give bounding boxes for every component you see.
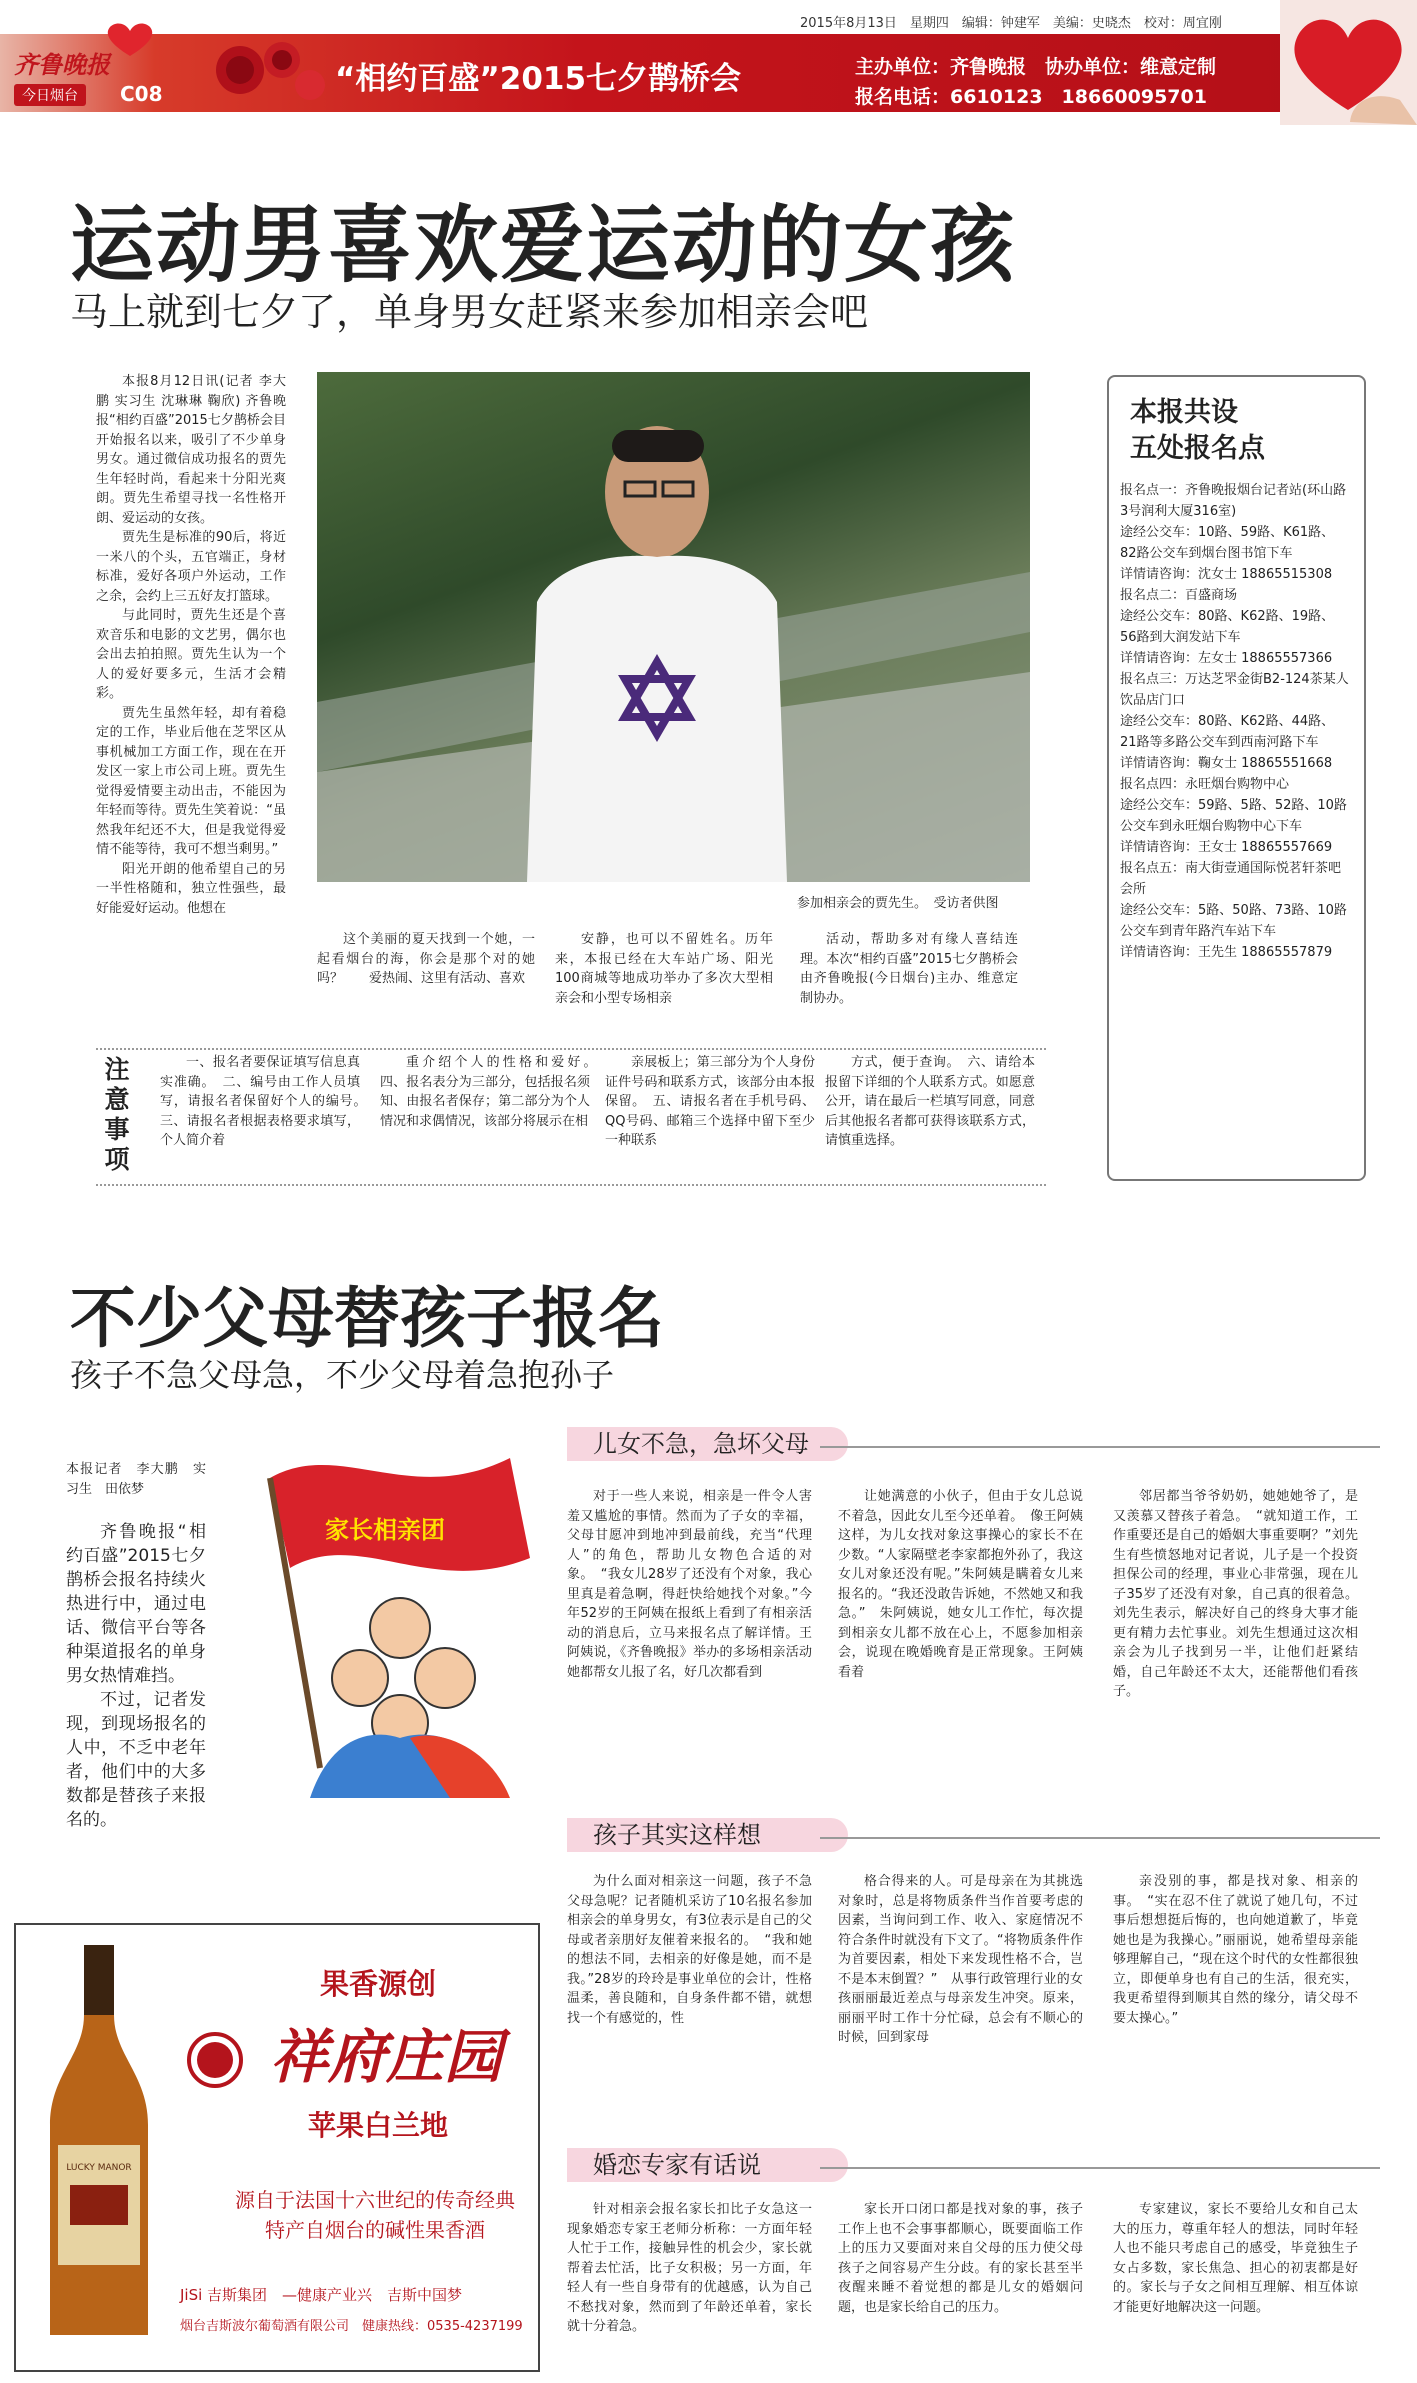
article1-subhead: 马上就到七夕了，单身男女赶紧来参加相亲会吧: [70, 290, 869, 334]
article1-column4: [800, 930, 1018, 1008]
section-divider: [820, 1837, 1380, 1839]
article1-column3: [555, 930, 773, 1008]
signup-item: 报名点五：南大街壹通国际悦茗轩茶吧会所: [1120, 861, 1342, 897]
paragraph: 格合得来的人。可是母亲在为其挑选对象时，总是将物质条件当作首要考虑的因素，当询问到工作、收入、家庭情况不符合条件时就没有下文了。“将物质条件作为首要因素，相处下来发现性格不合，岂不是本末倒置？” 从事行政管理行业的女孩丽丽最近差点与母亲发生冲突。原来，丽丽平时工作十分忙碌，总会有不顺心的时候，回到家母: [838, 1874, 1083, 2045]
ad-slogan-line: 源自于法国十六世纪的传奇经典: [235, 2188, 515, 2212]
signup-item: 途经公交车：5路、50路、73路、10路公交车到青年路汽车站下车: [1120, 903, 1347, 939]
notice-column2: [380, 1053, 604, 1131]
signup-title: [1130, 395, 1265, 467]
signup-item: 详情请咨询：王先生 18865557879: [1120, 945, 1333, 960]
brand-seal-icon: [180, 2030, 260, 2090]
contact-line: 报名电话：6610123 18660095701: [855, 86, 1207, 108]
ad-product: 苹果白兰地: [308, 2109, 449, 2142]
section3-column2: [838, 2200, 1083, 2317]
portrait-illustration: [317, 372, 1030, 882]
article1-column1: [96, 372, 286, 918]
paragraph: 阳光开朗的他希望自己的另一半性格随和，独立性强些，最好能爱好运动。他想在: [96, 861, 286, 916]
signup-item: 途经公交车：80路、K62路、44路、21路等多路公交车到西南河路下车: [1120, 714, 1335, 750]
section1-column1: [567, 1487, 812, 1682]
section3-column3: [1113, 2200, 1358, 2317]
signup-item: 详情请咨询：沈女士 18865515308: [1120, 567, 1333, 582]
paragraph: 亲展板上；第三部分为个人身份证件号码和联系方式，该部分由本报保留。 五、请报名者在手机号码、QQ号码、邮箱三个选择中留下至少一种联系: [605, 1055, 815, 1148]
notice-label: 注意事项: [104, 1055, 130, 1174]
paragraph: 亲没别的事，都是找对象、相亲的事。 “实在忍不住了就说了她几句，不过事后想想挺后悔的，也向她道歉了，毕竟她也是为我操心。”丽丽说，她希望母亲能够理解自己，“现在这个时代的女性都很独立，即便单身也有自己的生活，很充实，我更希望得到顺其自然的缘分，请父母不要太操心。”: [1113, 1874, 1358, 2026]
paragraph: 贾先生是标准的90后，将近一米八的个头，五官端正，身材标准，爱好各项户外运动，工作之余，会约上三五好友打篮球。: [96, 530, 286, 604]
sponsor-line: 主办单位：齐鲁晚报 协办单位：维意定制: [855, 56, 1217, 78]
paragraph: 重介绍个人的性格和爱好。 四、报名表分为三部分，包括报名须知、由报名者保存；第二部分为个人情况和求偶情况，该部分将展示在相: [380, 1055, 604, 1129]
paragraph: 对于一些人来说，相亲是一件令人害羞又尴尬的事情。然而为了子女的幸福，父母甘愿冲到地冲到最前线，充当“代理人”的角色，帮助儿女物色合适的对象。 “我女儿28岁了还没有个对象，我心里真是着急啊，得赶快给她找个对象。”今年52岁的王阿姨在报纸上看到了有相亲活动的消息后，立马来报名点了解详情。王阿姨说，《齐鲁晚报》举办的多场相亲活动她都帮女儿报了名，好几次都看到: [567, 1489, 812, 1680]
signup-item: 报名点一：齐鲁晚报烟台记者站(环山路3号润利大厦316室): [1120, 483, 1347, 519]
article1-column2: [317, 930, 535, 989]
paragraph: 本报8月12日讯(记者 李大鹏 实习生 沈琳琳 鞠欣) 齐鲁晚报“相约百盛”2015七夕鹊桥会目开始报名以来，吸引了不少单身男女。通过微信成功报名的贾先生年轻时尚，看起来十分阳光爽朗。贾先生希望寻找一名性格开朗、爱运动的女孩。: [96, 374, 286, 526]
paragraph: 与此同时，贾先生还是个喜欢音乐和电影的文艺男，偶尔也会出去拍拍照。贾先生认为一个人的爱好要多元，生活才会精彩。: [96, 608, 286, 701]
paragraph: 活动，帮助多对有缘人喜结连理。本次“相约百盛”2015七夕鹊桥会由齐鲁晚报(今日烟台)主办、维意定制协办。: [800, 932, 1018, 1006]
edition-tag: 今日烟台: [14, 84, 86, 106]
section-divider: [820, 1446, 1380, 1448]
article2-intro: [66, 1520, 206, 1832]
signup-list: [1120, 480, 1350, 963]
article1-photo: [317, 372, 1030, 882]
paragraph: 贾先生虽然年轻，却有着稳定的工作，毕业后他在芝罘区从事机械加工方面工作，现在在开发区一家上市公司上班。贾先生觉得爱情要主动出击，不能因为年轻而等待。贾先生笑着说：“虽然我年纪还不大，但是我觉得爱情不能等待，我可不想当剩男。”: [96, 705, 286, 857]
paragraph: 专家建议，家长不要给儿女和自己太大的压力，尊重年轻人的想法，同时年轻人也不能只考虑自己的感受，毕竟独生子女占多数，家长焦急、担心的初衷都是好的。家长与子女之间相互理解、相互体谅才能更好地解决这一问题。: [1113, 2202, 1358, 2315]
rose-icon: [210, 30, 330, 110]
paragraph: 齐鲁晚报“相约百盛”2015七夕鹊桥会报名持续火热进行中，通过电话、微信平台等各种渠道报名的单身男女热情难挡。: [66, 1522, 206, 1686]
signup-item: 详情请咨询：鞠女士 18865551668: [1120, 756, 1333, 771]
signup-title-line: 五处报名点: [1130, 433, 1265, 464]
paragraph: 这个美丽的夏天找到一个她，一起看烟台的海，你会是那个对的她吗？ 爱热闹、这里有活动、喜欢: [317, 932, 535, 986]
ad-slogan-line: 特产自烟台的碱性果香酒: [265, 2218, 485, 2242]
ad-company: 烟台吉斯波尔葡萄酒有限公司 健康热线：0535-4237199: [180, 2319, 523, 2334]
section3-column1: [567, 2200, 812, 2337]
section2-column2: [838, 1872, 1083, 2048]
ad-slogan: [225, 2185, 525, 2245]
paragraph: 家长开口闭口都是找对象的事，孩子工作上也不会事事都顺心，既要面临工作上的压力又要面对来自父母的压力使父母孩子之间容易产生分歧。有的家长甚至半夜醒来睡不着觉想的都是儿女的婚姻问题，也是家长给自己的压力。: [838, 2202, 1083, 2315]
cartoon-flag-text: 家长相亲团: [325, 1516, 445, 1544]
heart-icon: [1280, 0, 1417, 125]
issue-meta: 2015年8月13日 星期四 编辑：钟建军 美编：史晓杰 校对：周宜刚: [800, 16, 1222, 31]
article1-headline: 运动男喜欢爱运动的女孩: [70, 196, 1017, 294]
section-divider: [820, 2167, 1380, 2169]
newspaper-logo: 齐鲁晚报: [14, 50, 110, 79]
signup-item: 详情请咨询：左女士 18865557366: [1120, 651, 1333, 666]
paragraph: 不过，记者发现，到现场报名的人中，不乏中老年者，他们中的大多数都是替孩子来报名的。: [66, 1690, 206, 1830]
signup-item: 途经公交车：80路、K62路、19路、56路到大润发站下车: [1120, 609, 1335, 645]
notice-column3: [605, 1053, 815, 1151]
event-title: “相约百盛”2015七夕鹊桥会: [335, 61, 742, 97]
signup-item: 报名点三：万达芝罘金街B2-124茶某人饮品店门口: [1120, 672, 1349, 708]
bottle-label-text: LUCKY MANOR: [66, 2163, 132, 2173]
paragraph: 一、报名者要保证填写信息真实准确。 二、编号由工作人员填写，请报名者保留好个人的编号。 三、请报名者根据表格要求填写，个人简介着: [160, 1055, 374, 1148]
article2-headline: 不少父母替孩子报名: [70, 1280, 664, 1357]
brandy-bottle-icon: [40, 1945, 158, 2345]
section2-column3: [1113, 1872, 1358, 2028]
parents-cartoon: [250, 1438, 550, 1798]
section1-column2: [838, 1487, 1083, 1682]
page-code: C08: [120, 82, 163, 106]
paragraph: 方式，便于查询。 六、请给本报留下详细的个人联系方式。如愿意公开，请在最后一栏填写同意，同意后其他报名者都可获得该联系方式，请慎重选择。: [825, 1055, 1035, 1148]
paragraph: 安静，也可以不留姓名。历年来，本报已经在大车站广场、阳光100商城等地成功举办了多次大型相亲会和小型专场相亲: [555, 932, 773, 1006]
notice-column4: [825, 1053, 1035, 1151]
signup-item: 报名点四：永旺烟台购物中心: [1120, 777, 1290, 792]
signup-item: 途经公交车：59路、5路、52路、10路公交车到永旺烟台购物中心下车: [1120, 798, 1347, 834]
section-title: 孩子其实这样想: [567, 1818, 848, 1852]
ad-brand-name: 祥府庄园: [270, 2023, 503, 2091]
paragraph: 让她满意的小伙子，但由于女儿总说不着急，因此女儿至今还单着。 像王阿姨这样，为儿女找对象这事操心的家长不在少数。“人家隔壁老李家都抱外孙了，我这女儿对象还没有呢。”朱阿姨是瞒着女儿来报名的。“我还没敢告诉她，不然她又和我急。” 朱阿姨说，她女儿工作忙，每次提到相亲女儿都不放在心上，不愿参加相亲会，说现在晚婚晚育是正常现象。王阿姨看着: [838, 1489, 1083, 1680]
signup-item: 报名点二：百盛商场: [1120, 588, 1238, 603]
section1-column3: [1113, 1487, 1358, 1702]
notice-column1: [160, 1053, 374, 1151]
paragraph: 针对相亲会报名家长扣比子女急这一现象婚恋专家王老师分析称：一方面年轻人忙于工作，接触异性的机会少，家长就帮着去忙活，比子女积极；另一方面，年轻人有一些自身带有的优越感，认为自己不愁找对象，然而到了年龄还单着，家长就十分着急。: [567, 2202, 812, 2334]
ad-brand-tagline: 果香源创: [320, 1967, 437, 2001]
section-title: 婚恋专家有话说: [567, 2148, 848, 2182]
section-title: 儿女不急，急坏父母: [567, 1427, 848, 1461]
ad-footer: JiSi 吉斯集团 —健康产业兴 吉斯中国梦: [180, 2286, 463, 2304]
photo-caption: 参加相亲会的贾先生。 受访者供图: [797, 896, 999, 911]
paragraph: 为什么面对相亲这一问题，孩子不急父母急呢？记者随机采访了10名报名参加相亲会的单身男女，有3位表示是自己的父母或者亲朋好友催着来报名的。 “我和她的想法不同，去相亲的好像是她，而不是我。”28岁的玲玲是事业单位的会计，性格温柔，善良随和，自身条件都不错，就想找一个有感觉的，性: [567, 1874, 812, 2026]
paragraph: 邻居都当爷爷奶奶，她她她爷了，是又羡慕又替孩子着急。 “就知道工作，工作重要还是自己的婚姻大事重要啊？”刘先生有些愤怒地对记者说，儿子是一个投资担保公司的经理，事业心非常强，现在儿子35岁了还没有对象，自己真的很着急。刘先生表示，解决好自己的终身大事才能更有精力去忙事业。刘先生想通过这次相亲会为儿子找到另一半，让他们赶紧结婚，自己年龄还不太大，还能帮他们看孩子。: [1113, 1489, 1358, 1699]
section2-column1: [567, 1872, 812, 2028]
signup-item: 详情请咨询：王女士 18865557669: [1120, 840, 1333, 855]
small-heart-icon: [100, 20, 160, 60]
signup-item: 途经公交车：10路、59路、K61路、82路公交车到烟台图书馆下车: [1120, 525, 1335, 561]
article2-subhead: 孩子不急父母急，不少父母着急抱孙子: [70, 1356, 615, 1394]
signup-title-line: 本报共设: [1130, 397, 1238, 428]
article2-byline: 本报记者 李大鹏 实习生 田依梦: [66, 1462, 206, 1497]
